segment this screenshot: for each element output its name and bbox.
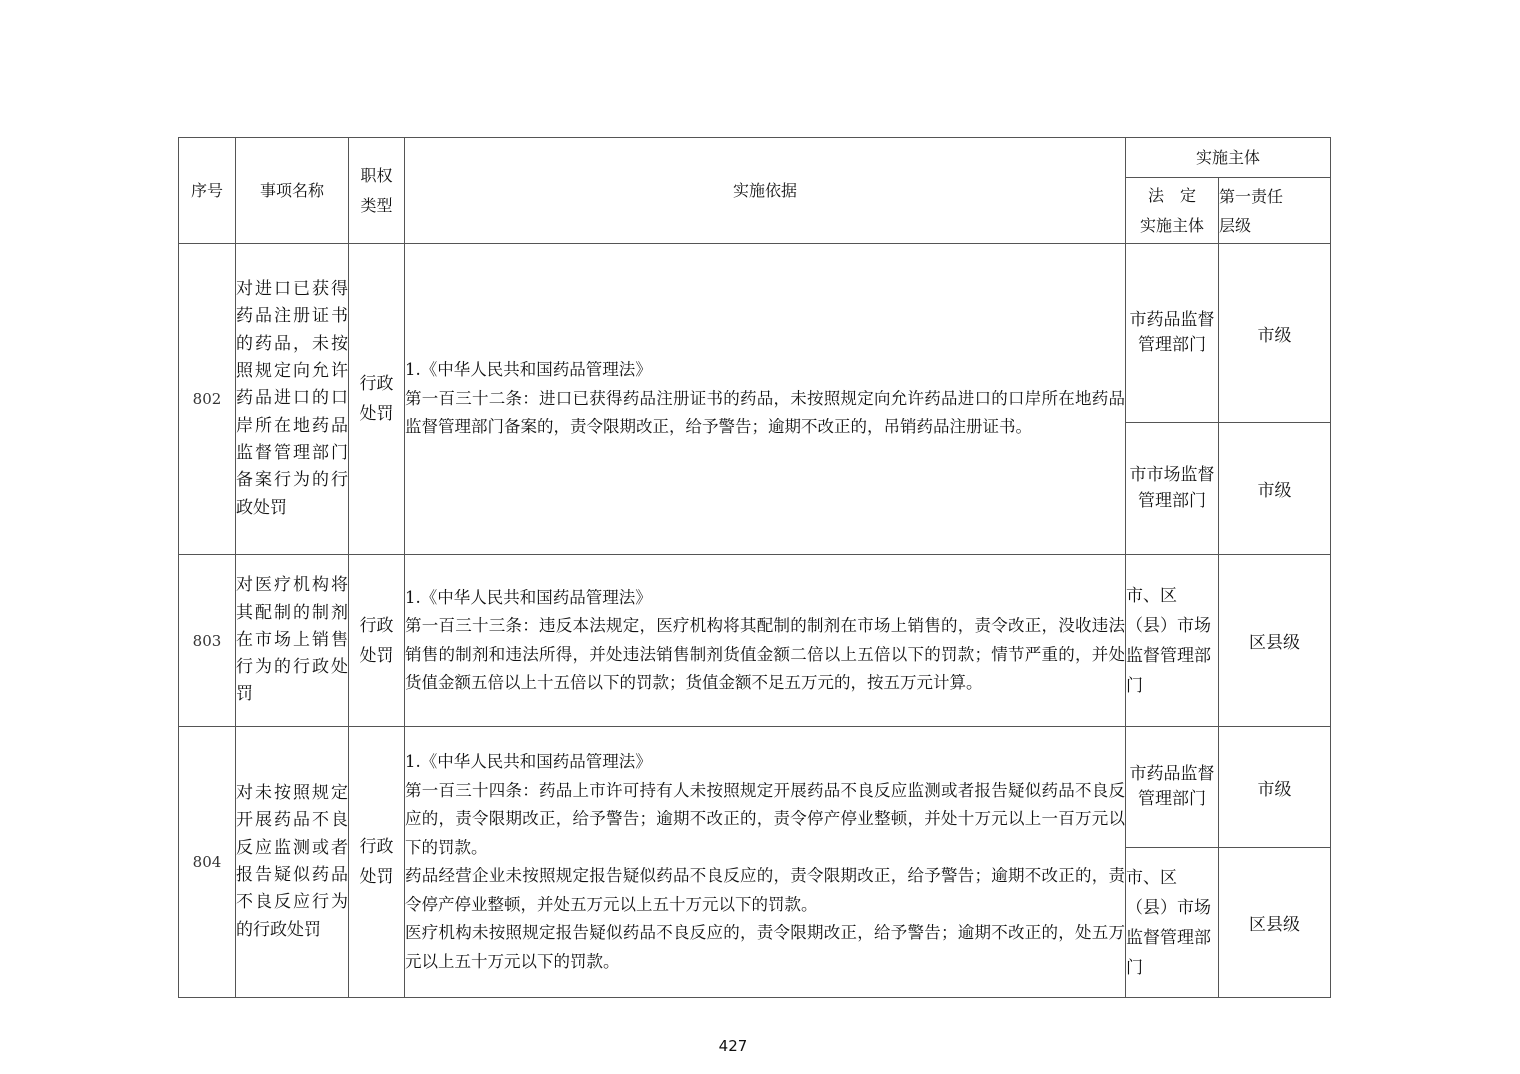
responsibility-level: 区县级 [1219,848,1331,998]
law-title: 1.《中华人民共和国药品管理法》 [405,587,652,607]
legal-subject: 市市场监督管理部门 [1126,423,1219,555]
legal-subject: 市、区（县）市场监督管理部门 [1126,555,1219,727]
responsibility-level: 市级 [1219,423,1331,555]
header-legal-line2: 实施主体 [1139,215,1204,235]
item-name: 对医疗机构将其配制的制剂在市场上销售行为的行政处罚 [236,555,349,727]
header-legal-line1: 法 定 [1147,185,1196,205]
legal-basis [405,555,1126,727]
legal-subject: 市、区（县）市场监督管理部门 [1126,848,1219,998]
authority-type-line1: 行政 [359,615,394,636]
authority-type-line2: 处罚 [359,645,394,666]
header-type-line1: 职权 [360,165,393,185]
responsibility-level: 区县级 [1219,555,1331,727]
legal-basis [405,244,1126,555]
header-subject: 实施主体 [1126,138,1331,178]
responsibility-level: 市级 [1219,244,1331,423]
header-seq: 序号 [179,138,236,244]
table-row [179,555,1331,727]
item-name: 对未按照规定开展药品不良反应监测或者报告疑似药品不良反应行为的行政处罚 [236,727,349,998]
header-resp-line2: 层级 [1219,215,1252,235]
enforcement-table [178,137,1331,998]
law-title: 1.《中华人民共和国药品管理法》 [405,752,652,771]
table-row [179,727,1331,848]
law-title: 1.《中华人民共和国药品管理法》 [405,360,652,380]
authority-type-line2: 处罚 [359,404,394,424]
law-clause: 药品经营企业未按照规定报告疑似药品不良反应的，责令限期改正，给予警告；逾期不改正的，责令停产停业整顿，并处五万元以上五十万元以下的罚款。 [405,866,1125,914]
law-clause: 医疗机构未按照规定报告疑似药品不良反应的，责令限期改正，给予警告；逾期不改正的，处五万元以上五十万元以下的罚款。 [405,923,1125,971]
authority-type-line1: 行政 [359,837,394,857]
header-basis: 实施依据 [405,138,1126,244]
row-number: 804 [179,727,236,998]
legal-subject: 市药品监督管理部门 [1126,244,1219,423]
table-row [179,244,1331,423]
row-number: 802 [179,244,236,555]
authority-type-line2: 处罚 [359,867,394,887]
item-name: 对进口已获得药品注册证书的药品，未按照规定向允许药品进口的口岸所在地药品监督管理部门备案行为的行政处罚 [236,244,349,555]
header-row [179,138,1331,178]
authority-type [349,244,405,555]
authority-type [349,727,405,998]
authority-type-line1: 行政 [359,374,394,394]
responsibility-level: 市级 [1219,727,1331,848]
header-resp-line1: 第一责任 [1219,186,1284,206]
law-clause: 第一百三十四条：药品上市许可持有人未按照规定开展药品不良反应监测或者报告疑似药品不良反应的，责令限期改正，给予警告；逾期不改正的，责令停产停业整顿，并处十万元以上一百万元以下的罚款。 [405,780,1125,857]
law-clause: 第一百三十三条：违反本法规定，医疗机构将其配制的制剂在市场上销售的，责令改正，没收违法销售的制剂和违法所得，并处违法销售制剂货值金额二倍以上五倍以下的罚款；情节严重的，并处货值金额五倍以上十五倍以下的罚款；货值金额不足五万元的，按五万元计算。 [405,616,1125,692]
authority-type [349,555,405,727]
header-resp-level [1219,178,1331,244]
row-number: 803 [179,555,236,727]
header-name: 事项名称 [236,138,349,244]
page-number: 427 [718,1037,748,1055]
header-legal-subject [1126,178,1219,244]
legal-basis [405,727,1126,998]
legal-subject: 市药品监督管理部门 [1126,727,1219,848]
law-clause: 第一百三十二条：进口已获得药品注册证书的药品，未按照规定向允许药品进口的口岸所在地药品监督管理部门备案的，责令限期改正，给予警告；逾期不改正的，吊销药品注册证书。 [405,388,1125,437]
header-type-line2: 类型 [360,195,393,215]
header-type [349,138,405,244]
